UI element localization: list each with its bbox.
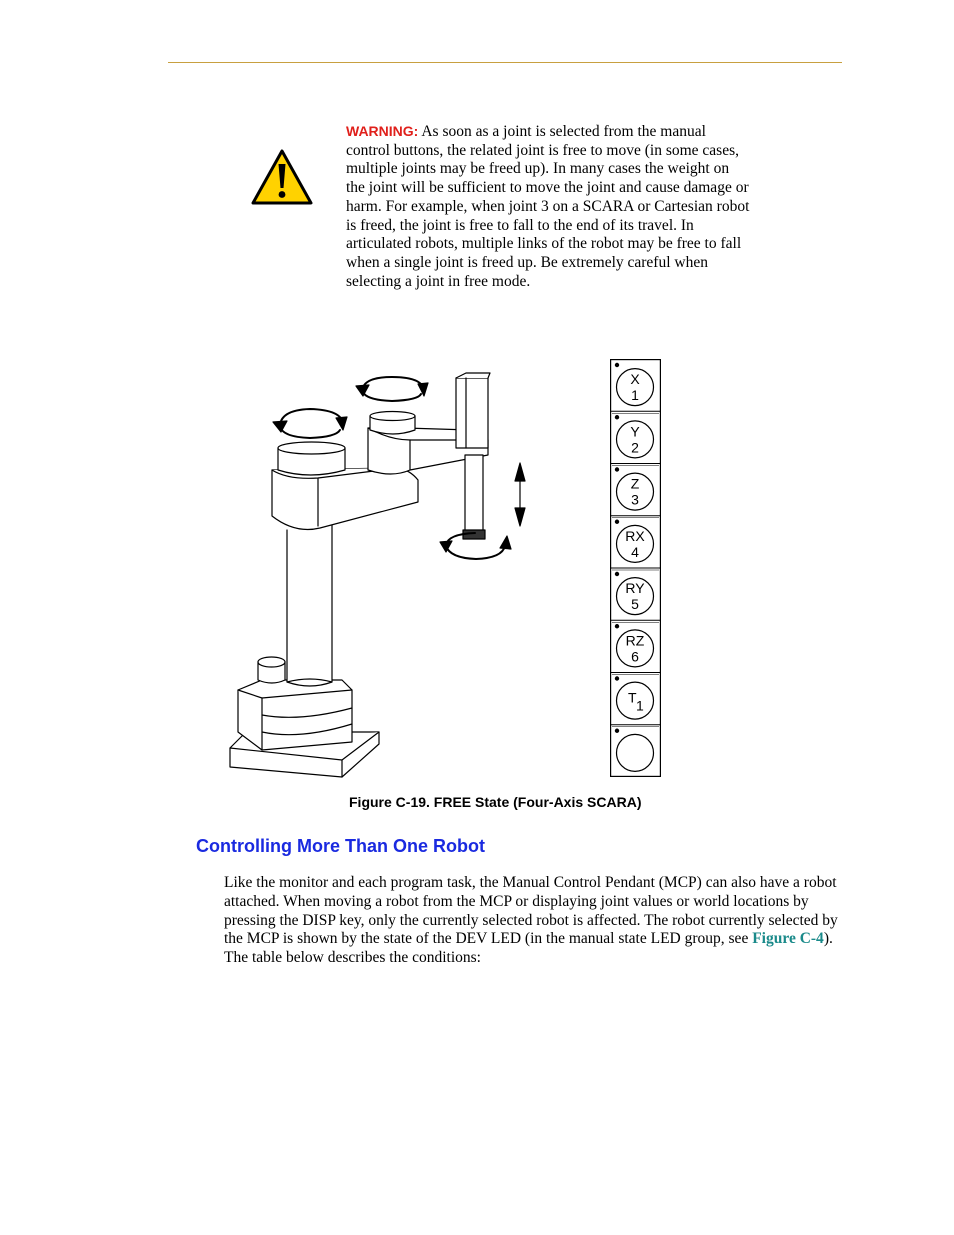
body-paragraph	[224, 874, 844, 968]
button-label-top: Y	[630, 423, 640, 440]
warning-text	[346, 122, 751, 291]
figure-c4-link[interactable]: Figure C-4	[752, 930, 824, 948]
warning-body: As soon as a joint is selected from the manual control buttons, the related joint is free to move (in some cases, multiple joints may be freed up). In many cases the weight on the joint will be sufficient to move the joint and cause damage or harm. For example, when joint 3 on a SCARA or Cartesian robot is freed, the joint is free to fall to the end of its travel. In articulated robots, multiple links of the robot may be free to fall when a single joint is freed up. Be extremely careful when selecting a joint in free mode.	[346, 123, 750, 290]
button-label-bottom: 2	[631, 439, 639, 456]
button-label-top: X	[630, 371, 640, 388]
button-label-bottom: 1	[636, 697, 644, 714]
manual-control-button-strip	[610, 359, 661, 777]
led-indicator-dot	[615, 624, 619, 628]
figure-caption: Figure C-19. FREE State (Four-Axis SCARA)	[349, 794, 642, 810]
button-label-top: RZ	[625, 632, 645, 649]
led-indicator-dot	[615, 520, 619, 524]
button-label-bottom: 4	[631, 543, 639, 560]
led-indicator-dot	[615, 572, 619, 576]
button-label-top: Z	[630, 475, 640, 492]
button-label-top: RX	[625, 527, 645, 544]
button-label-bottom: 5	[631, 596, 639, 613]
led-indicator-dot	[615, 467, 619, 471]
button-label-bottom: 6	[631, 648, 639, 665]
scara-robot-illustration	[222, 365, 542, 780]
warning-triangle-icon	[250, 148, 314, 206]
button-label-top: RY	[625, 580, 645, 597]
led-indicator-dot	[615, 415, 619, 419]
section-heading: Controlling More Than One Robot	[196, 836, 485, 856]
paragraph-text-end: ). The table below describes the conditions:	[224, 930, 833, 967]
button-circle	[617, 734, 654, 771]
button-label-top: T	[628, 689, 637, 706]
header-rule	[168, 62, 842, 63]
led-indicator-dot	[615, 676, 619, 680]
led-indicator-dot	[615, 363, 619, 367]
button-label-bottom: 1	[631, 387, 639, 404]
led-indicator-dot	[615, 729, 619, 733]
paragraph-text-start: Like the monitor and each program task, the Manual Control Pendant (MCP) can also have a robot attached. When moving a robot from the MCP or displaying joint values or world locations by pressing the DISP key, only the currently selected robot is affected. The robot currently selected by the MCP is shown by the state of the DEV LED (in the manual state LED group, see	[224, 874, 838, 948]
warning-label: WARNING:	[346, 123, 419, 139]
button-label-bottom: 3	[631, 491, 639, 508]
